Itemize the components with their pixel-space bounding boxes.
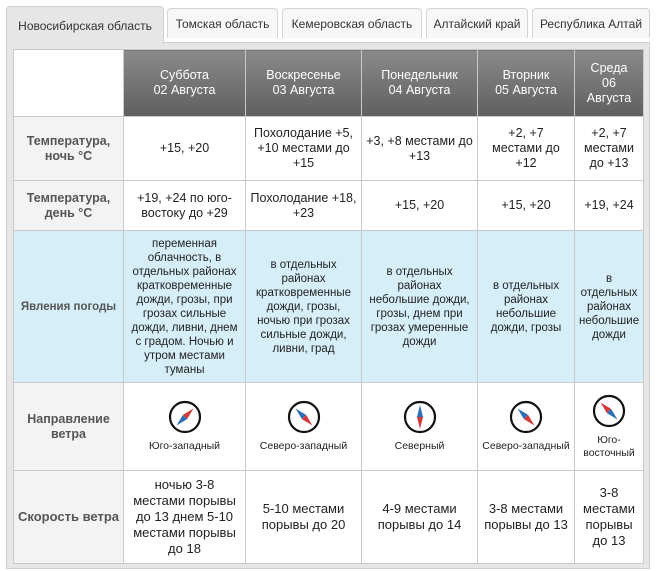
forecast-table [13,49,644,564]
header-row [14,50,644,117]
weather-cell: переменная облачность, в отдельных районах кратковременные дожди, грозы, при грозах сильные дожди, ливни, днем с градом. Ночью и утром местами туманы [124,231,246,383]
tab-altai-krai[interactable]: Алтайский край [426,8,528,38]
day-date: 04 Августа [388,83,451,97]
wind-dir-label: Северо-западный [259,440,348,452]
compass-northwest-icon [509,400,543,434]
weather-cell: в отдельных районах кратковременные дожди, грозы, ночью при грозах сильные дожди, ливни, град [246,231,362,383]
wind-dir-label: Северный [394,440,445,452]
wind-speed-cell: ночью 3-8 местами порывы до 13 днем 5-10 местами порывы до 18 [124,471,246,564]
day-header [575,50,644,117]
compass-north-icon [403,400,437,434]
tab-kemerovo[interactable]: Кемеровская область [282,8,422,38]
wind-dir-cell [575,383,644,471]
row-label-wind-dir: Направление ветра [14,383,124,471]
wind-dir-label: Юго-восточный [583,433,635,459]
temp-night-cell: +15, +20 [124,117,246,181]
weather-cell: в отдельных районах небольшие дожди, грозы, днем при грозах умеренные дожди [362,231,478,383]
day-date: 06 Августа [586,75,632,105]
temp-night-cell: +2, +7 местами до +12 [478,117,575,181]
day-weekday: Понедельник [381,68,458,82]
wind-speed-row [14,471,644,564]
forecast-panel [6,42,650,569]
day-header [124,50,246,117]
wind-dir-cell [478,383,575,471]
day-date: 05 Августа [495,83,557,97]
temp-day-row [14,181,644,231]
temp-night-cell: Похолодание +5, +10 местами до +15 [246,117,362,181]
tab-novosibirsk[interactable]: Новосибирская область [6,6,164,44]
temp-night-cell: +3, +8 местами до +13 [362,117,478,181]
weather-cell: в отдельных районах небольшие дожди [575,231,644,383]
weather-row [14,231,644,383]
wind-dir-label: Северо-западный [482,440,570,452]
temp-day-cell: +19, +24 [575,181,644,231]
weather-cell: в отдельных районах небольшие дожди, грозы [478,231,575,383]
temp-night-row [14,117,644,181]
region-tabs [6,6,650,42]
row-label-temp-night: Температура, ночь °С [14,117,124,181]
tab-tomsk[interactable]: Томская область [167,8,278,38]
day-header [362,50,478,117]
temp-day-cell: +15, +20 [362,181,478,231]
wind-speed-cell: 3-8 местами порывы до 13 [478,471,575,564]
day-date: 02 Августа [153,83,216,97]
day-date: 03 Августа [272,83,335,97]
wind-dir-cell [362,383,478,471]
day-weekday: Вторник [502,68,550,82]
row-label-wind-speed: Скорость ветра [14,471,124,564]
wind-dir-cell [246,383,362,471]
compass-northwest-icon [287,400,321,434]
temp-day-cell: Похолодание +18, +23 [246,181,362,231]
wind-speed-cell: 4-9 местами порывы до 14 [362,471,478,564]
compass-southwest-icon [168,400,202,434]
wind-speed-cell: 3-8 местами порывы до 13 [575,471,644,564]
day-weekday: Суббота [160,68,209,82]
row-label-weather: Явления погоды [14,231,124,383]
day-weekday: Воскресенье [266,68,341,82]
day-header [478,50,575,117]
wind-direction-row [14,383,644,471]
compass-southeast-icon [592,394,626,428]
corner-cell [14,50,124,117]
day-header [246,50,362,117]
tab-altai-republic[interactable]: Республика Алтай [532,8,650,38]
temp-night-cell: +2, +7 местами до +13 [575,117,644,181]
wind-dir-label: Юго-западный [148,440,221,452]
wind-dir-cell [124,383,246,471]
row-label-temp-day: Температура, день °С [14,181,124,231]
temp-day-cell: +15, +20 [478,181,575,231]
day-weekday: Среда [590,60,628,75]
temp-day-cell: +19, +24 по юго-востоку до +29 [124,181,246,231]
wind-speed-cell: 5-10 местами порывы до 20 [246,471,362,564]
